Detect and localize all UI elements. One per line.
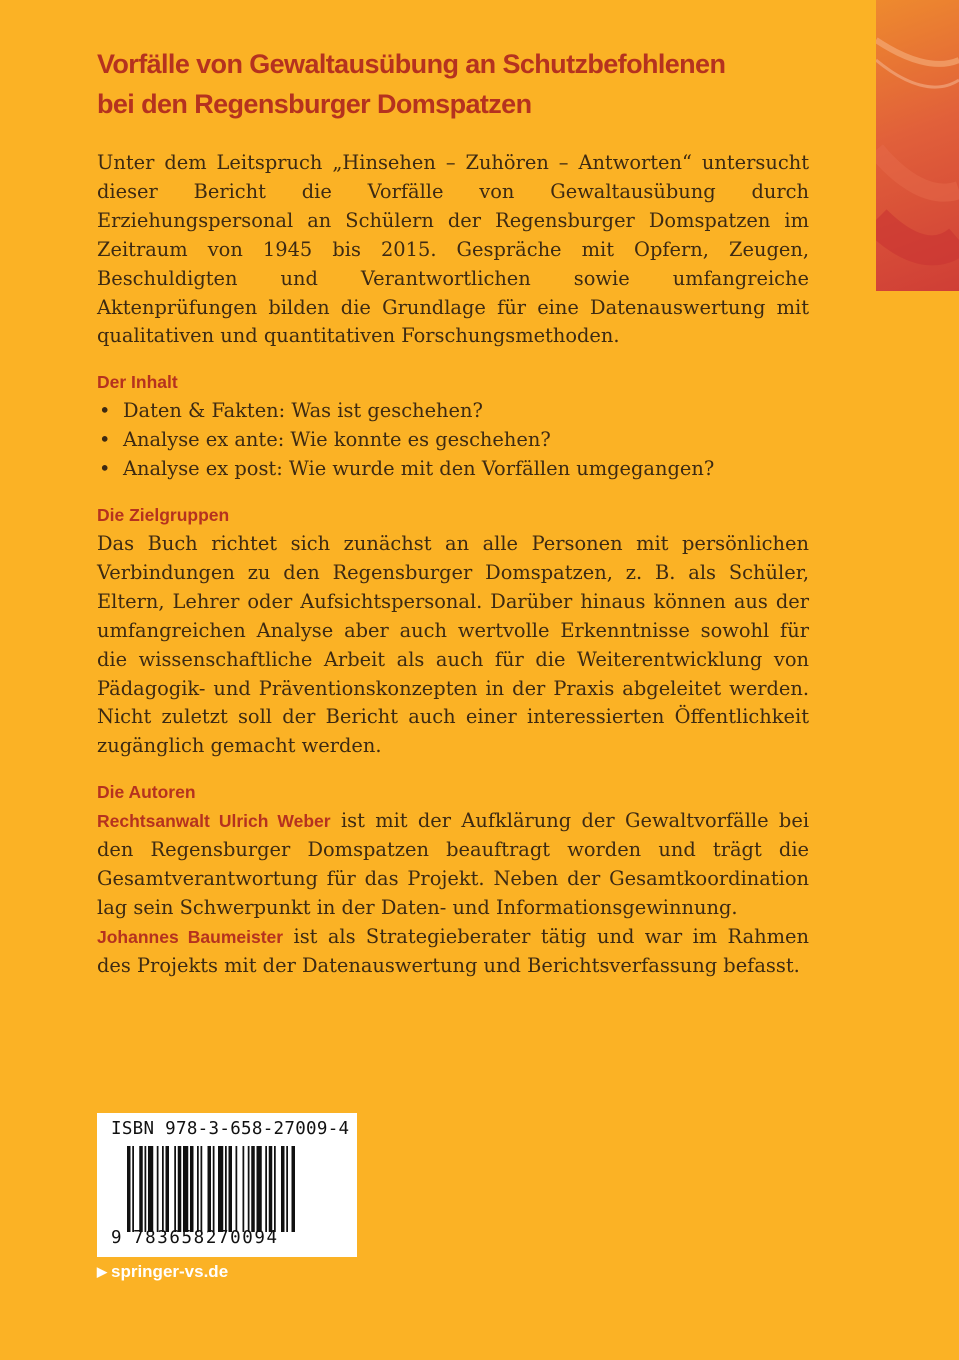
barcode-bar: [145, 1146, 147, 1232]
list-item: • Daten & Fakten: Was ist geschehen?: [123, 397, 809, 426]
barcode-bar: [132, 1146, 134, 1232]
barcode-bar: [229, 1146, 233, 1232]
autoren-heading: Die Autoren: [97, 782, 196, 803]
barcode-digits: 783658270094: [133, 1228, 279, 1248]
author-1-bio: ist mit der Aufklärung der Gewaltvorfälle bei den Regensburger Domspatzen beauftragt worden und trägt die Gesamtverantwortung für das Projekt. Neben der Gesamtkoordination lag sein Schwerpunkt in der Daten- und Informationsgewinnung.: [97, 809, 810, 919]
decorative-corner-graphic: [876, 0, 959, 291]
barcode-bar: [265, 1146, 267, 1232]
barcode-bar: [218, 1146, 223, 1232]
barcode-bars: [127, 1146, 333, 1232]
barcode-bar: [236, 1146, 238, 1232]
barcode-bar: [208, 1146, 212, 1232]
list-item: • Analyse ex post: Wie wurde mit den Vorfällen umgegangen?: [123, 455, 809, 484]
barcode-bar: [178, 1146, 182, 1232]
play-arrow-icon: ▶: [97, 1264, 107, 1279]
title-line-2: bei den Regensburger Domspatzen: [97, 89, 532, 119]
barcode-bar: [281, 1146, 285, 1232]
website-text: springer-vs.de: [111, 1262, 229, 1281]
barcode-bar: [257, 1146, 262, 1232]
inhalt-list: [97, 397, 809, 484]
list-item: • Analyse ex ante: Wie konnte es geschehen?: [123, 426, 809, 455]
barcode-bar: [162, 1146, 164, 1232]
zielgruppen-heading: Die Zielgruppen: [97, 505, 230, 526]
barcode-bar: [201, 1146, 203, 1232]
zielgruppen-paragraph: Das Buch richtet sich zunächst an alle Personen mit persönlichen Verbindungen zu den Regensburger Domspatzen, z. B. als Schüler, Eltern, Lehrer oder Aufsichtspersonal. Darüber hinaus können aus der umfangreichen Analyse aber auch wertvolle Erkenntnisse sowohl für die wissenschaftliche Arbeit als auch für die Weiterentwicklung von Pädagogik- und Präventionskonzepten in der Praxis abgeleitet werden. Nicht zuletzt soll der Bericht auch einer interessierten Öffentlichkeit zugänglich gemacht werden.: [97, 532, 809, 758]
author-2-bio: ist als Strategieberater tätig und war im Rahmen des Projekts mit der Datenauswertung und Berichtsverfassung befasst.: [97, 924, 809, 977]
barcode-bar: [292, 1146, 296, 1232]
barcode-bar: [248, 1146, 250, 1232]
barcode-bar: [251, 1146, 255, 1232]
barcode-bar: [213, 1146, 215, 1232]
title-line-1: Vorfälle von Gewaltausübung an Schutzbefohlenen: [97, 49, 726, 79]
website-link[interactable]: [97, 1262, 228, 1282]
author-1-name: Rechtsanwalt Ulrich Weber: [97, 811, 331, 832]
author-1-paragraph: [97, 807, 809, 923]
barcode-bar: [166, 1146, 170, 1232]
barcode-bar: [127, 1146, 131, 1232]
barcode-bar: [190, 1146, 194, 1232]
barcode-bar: [174, 1146, 176, 1232]
barcode-bar: [269, 1146, 273, 1232]
barcode-bar: [243, 1146, 245, 1232]
barcode-bar: [183, 1146, 188, 1232]
author-2-name: Johannes Baumeister: [97, 926, 284, 947]
barcode-bar: [225, 1146, 227, 1232]
barcode-bar: [139, 1146, 143, 1232]
barcode-first-digit: 9: [111, 1228, 122, 1248]
barcode-bar: [274, 1146, 276, 1232]
isbn-label: ISBN 978-3-658-27009-4: [111, 1119, 350, 1139]
book-title: [97, 44, 837, 124]
intro-paragraph: Unter dem Leitspruch „Hinsehen – Zuhören – Antworten“ untersucht dieser Bericht die Vorfälle von Gewaltausübung durch Erziehungspersonal an Schülern der Regensburger Domspatzen im Zeitraum von 1945 bis 2015. Gespräche mit Opfern, Zeugen, Beschuldigten und Verantwortlichen sowie umfangreiche Aktenprüfungen bilden die Grundlage für eine Datenauswertung mit qualitativen und quantitativen Forschungsmethoden.: [97, 151, 809, 348]
back-cover-text: [97, 149, 809, 981]
barcode-bar: [286, 1146, 288, 1232]
barcode-bar: [148, 1146, 153, 1232]
barcode-bar: [197, 1146, 199, 1232]
barcode-bar: [157, 1146, 159, 1232]
author-2-paragraph: [97, 923, 809, 981]
isbn-barcode: [97, 1113, 357, 1257]
inhalt-heading: Der Inhalt: [97, 372, 178, 393]
